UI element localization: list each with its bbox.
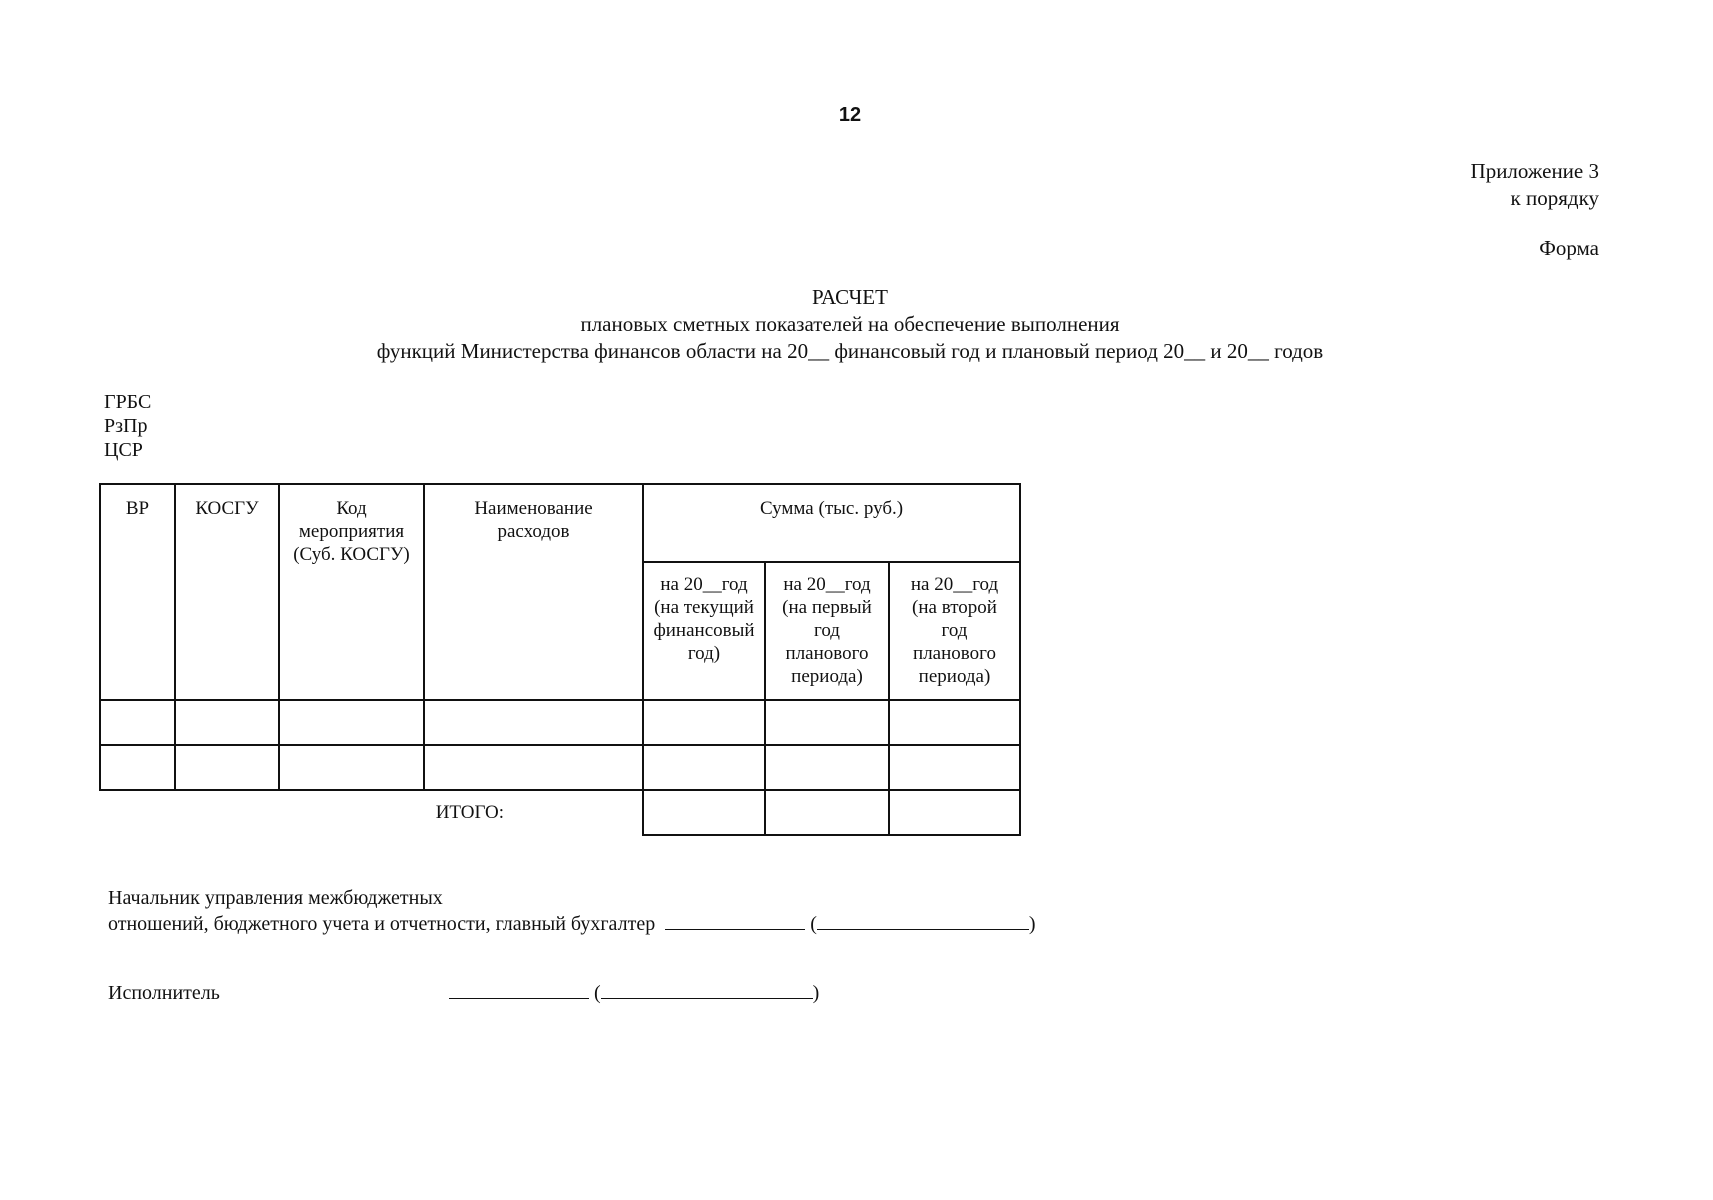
document-title [0,284,1700,365]
table-cell[interactable] [643,700,765,745]
header-year-second-line: периода) [918,666,991,687]
total-cell[interactable] [643,790,765,835]
table-row [100,700,1020,745]
table-cell[interactable] [643,745,765,790]
code-rzpr: РзПр [104,415,148,437]
header-year-second-line: (на второй [912,597,997,618]
header-vr: ВР [100,484,175,700]
header-expense-name-line: расходов [497,521,570,542]
table-cell[interactable] [279,745,424,790]
header-year-first-line: (на первый [782,597,872,618]
table-cell[interactable] [279,700,424,745]
header-kosgu: КОСГУ [175,484,279,700]
page-number: 12 [838,104,862,126]
table-cell[interactable] [765,700,889,745]
header-year-second-line: год [941,620,968,641]
header-year-first [765,562,889,700]
header-year-current [643,562,765,700]
header-event-code-line: Код [336,498,367,519]
header-year-first-line: периода) [791,666,863,687]
header-year-first-line: планового [785,643,869,664]
executor-name-field[interactable] [601,980,813,999]
header-year-second-line: на 20__год [910,574,999,595]
signature-title: отношений, бюджетного учета и отчетности, главный бухгалтер [108,913,656,935]
header-year-current-line: финансовый [653,620,755,641]
total-row [100,790,1020,835]
header-year-current-line: (на текущий [654,597,754,618]
signature-line-2: отношений, бюджетного учета и отчетности, главный бухгалтер ( ) [108,913,1036,935]
budget-codes [104,390,151,462]
signature-block [108,886,1036,937]
table-cell[interactable] [889,745,1020,790]
table-row [100,745,1020,790]
header-year-current-line: на 20__год [660,574,748,595]
form-label: Форма [1539,236,1599,260]
header-year-second-line: планового [913,643,996,664]
executor-block: Исполнитель ( ) [108,982,820,1004]
executor-label: Исполнитель [108,982,220,1004]
table-cell[interactable] [765,745,889,790]
header-event-code [279,484,424,700]
header-expense-name-line: Наименование [474,498,593,519]
title-main: РАСЧЕТ [812,285,888,309]
total-cell[interactable] [765,790,889,835]
table-cell[interactable] [424,745,643,790]
code-csr: ЦСР [104,439,143,461]
header-sum: Сумма (тыс. руб.) [643,484,1020,562]
header-year-first-line: на 20__год [783,574,871,595]
table-cell[interactable] [889,700,1020,745]
title-line-2: плановых сметных показателей на обеспечение выполнения [580,312,1120,336]
annex-line-1: Приложение 3 [1470,159,1599,183]
total-cell[interactable] [889,790,1020,835]
signature-line-1: Начальник управления межбюджетных [108,887,443,909]
total-label: ИТОГО: [435,802,504,823]
header-year-current-line: год) [687,643,721,664]
signature-field[interactable] [665,911,805,930]
table-cell[interactable] [175,700,279,745]
table-cell[interactable] [175,745,279,790]
header-event-code-line: (Суб. КОСГУ) [293,544,410,565]
executor-signature-field[interactable] [449,980,589,999]
annex-reference [1471,158,1599,212]
header-year-second [889,562,1020,700]
calculation-table [99,483,1021,836]
annex-line-2: к порядку [1510,186,1599,210]
table-cell[interactable] [100,745,175,790]
code-grbs: ГРБС [104,391,152,413]
header-event-code-line: мероприятия [298,521,405,542]
table-cell[interactable] [100,700,175,745]
table-cell[interactable] [424,700,643,745]
title-line-3: функций Министерства финансов области на 20__ финансовый год и плановый период 20__ и 20__ годов [376,339,1324,363]
signature-name-field[interactable] [817,911,1029,930]
header-year-first-line: год [814,620,840,641]
header-expense-name [424,484,643,700]
